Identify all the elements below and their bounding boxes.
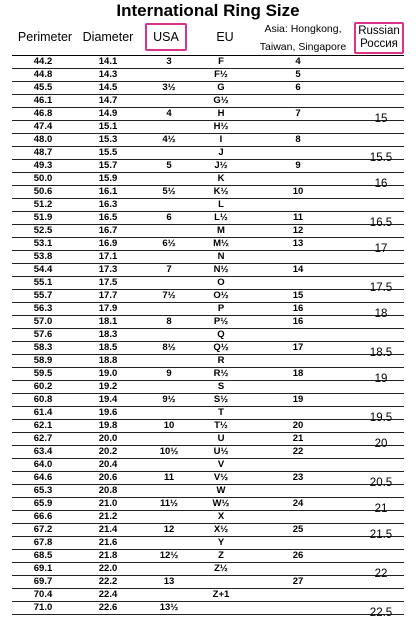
table-row: [12, 82, 404, 95]
cell-perimeter: 53.8: [33, 251, 53, 262]
cell-eu: U½: [213, 446, 229, 457]
header-russian-line2: Россия: [360, 38, 398, 50]
table-row: [12, 368, 404, 385]
cell-russian: 18: [374, 308, 388, 320]
cell-diameter: 18.3: [98, 329, 118, 340]
cell-usa: 4: [166, 108, 172, 119]
cell-eu: F½: [214, 69, 228, 80]
cell-asia: 7: [295, 108, 301, 119]
size-table: [12, 56, 404, 619]
cell-diameter: 17.7: [98, 290, 118, 301]
cell-diameter: 18.8: [98, 355, 118, 366]
cell-usa: 7½: [162, 290, 176, 301]
cell-eu: S: [217, 381, 225, 392]
table-row: [12, 329, 404, 342]
cell-diameter: 17.1: [98, 251, 118, 262]
table-row: [12, 563, 404, 580]
cell-diameter: 15.3: [98, 134, 118, 145]
table-row: [12, 134, 404, 147]
cell-asia: 8: [295, 134, 301, 145]
cell-usa: 6: [166, 212, 172, 223]
table-row: [12, 212, 404, 229]
table-row: [12, 147, 404, 164]
cell-diameter: 21.6: [98, 537, 118, 548]
cell-asia: 24: [292, 498, 304, 509]
cell-eu: Q½: [213, 342, 229, 353]
cell-perimeter: 54.4: [33, 264, 53, 275]
cell-eu: V: [217, 459, 225, 470]
cell-perimeter: 67.2: [33, 524, 53, 535]
cell-eu: P: [217, 303, 225, 314]
table-row: [12, 550, 404, 563]
cell-diameter: 16.9: [98, 238, 118, 249]
cell-eu: Z½: [214, 563, 228, 574]
cell-eu: R: [217, 355, 225, 366]
cell-eu: T½: [214, 420, 228, 431]
cell-diameter: 15.1: [98, 121, 118, 132]
cell-russian: 21: [374, 503, 388, 515]
cell-diameter: 21.0: [98, 498, 118, 509]
table-row: [12, 485, 404, 498]
cell-asia: 11: [292, 212, 304, 223]
cell-perimeter: 67.8: [33, 537, 53, 548]
cell-eu: G: [217, 82, 225, 93]
cell-russian: 18.5: [369, 347, 393, 359]
table-row: [12, 381, 404, 394]
cell-perimeter: 61.4: [33, 407, 53, 418]
cell-eu: G½: [213, 95, 229, 106]
cell-usa: 3½: [162, 82, 176, 93]
cell-diameter: 19.0: [98, 368, 118, 379]
table-row: [12, 433, 404, 450]
cell-usa: 5½: [162, 186, 176, 197]
cell-diameter: 21.4: [98, 524, 118, 535]
cell-usa: 13½: [159, 602, 179, 613]
cell-asia: 16: [292, 316, 304, 327]
cell-asia: 22: [292, 446, 304, 457]
cell-perimeter: 49.3: [33, 160, 53, 171]
cell-russian: 15: [374, 113, 388, 125]
cell-asia: 14: [292, 264, 304, 275]
cell-diameter: 21.8: [98, 550, 118, 561]
cell-diameter: 18.1: [98, 316, 118, 327]
cell-diameter: 15.9: [98, 173, 118, 184]
cell-eu: P½: [213, 316, 229, 327]
cell-perimeter: 57.0: [33, 316, 53, 327]
cell-asia: 13: [292, 238, 304, 249]
cell-perimeter: 66.6: [33, 511, 53, 522]
cell-eu: N: [217, 251, 225, 262]
cell-perimeter: 60.2: [33, 381, 53, 392]
table-row: [12, 589, 404, 602]
cell-usa: 12½: [159, 550, 179, 561]
cell-asia: 19: [292, 394, 304, 405]
table-row: [12, 251, 404, 264]
table-row: [12, 602, 404, 619]
cell-eu: J: [218, 147, 224, 158]
cell-asia: 26: [292, 550, 304, 561]
cell-russian: 16.5: [369, 217, 393, 229]
cell-asia: 20: [292, 420, 304, 431]
cell-diameter: 22.0: [98, 563, 118, 574]
cell-diameter: 20.4: [98, 459, 118, 470]
cell-diameter: 16.7: [98, 225, 118, 236]
table-row: [12, 160, 404, 173]
table-row: [12, 290, 404, 303]
cell-russian: 17: [374, 243, 388, 255]
cell-perimeter: 58.9: [33, 355, 53, 366]
cell-eu: R½: [213, 368, 229, 379]
cell-eu: Z: [218, 550, 224, 561]
cell-perimeter: 71.0: [33, 602, 53, 613]
cell-diameter: 15.7: [98, 160, 118, 171]
cell-usa: 8: [166, 316, 172, 327]
cell-perimeter: 55.1: [33, 277, 53, 288]
cell-diameter: 20.2: [98, 446, 118, 457]
cell-perimeter: 65.9: [33, 498, 53, 509]
table-row: [12, 225, 404, 238]
cell-russian: 15.5: [369, 152, 393, 164]
cell-perimeter: 62.1: [33, 420, 53, 431]
cell-usa: 13: [163, 576, 175, 587]
table-row: [12, 303, 404, 320]
cell-usa: 12: [163, 524, 175, 535]
cell-usa: 11: [163, 472, 175, 483]
cell-perimeter: 64.0: [33, 459, 53, 470]
cell-perimeter: 69.7: [33, 576, 53, 587]
cell-asia: 6: [295, 82, 301, 93]
cell-usa: 3: [166, 56, 172, 67]
cell-eu: U: [217, 433, 225, 444]
cell-asia: 17: [292, 342, 304, 353]
cell-russian: 22: [374, 568, 388, 580]
cell-usa: 10: [163, 420, 175, 431]
table-row: [12, 394, 404, 407]
cell-perimeter: 46.8: [33, 108, 53, 119]
table-row: [12, 277, 404, 294]
header-asia-line2: Taiwan, Singapore: [259, 41, 347, 53]
cell-asia: 9: [295, 160, 301, 171]
table-row: [12, 511, 404, 524]
table-row: [12, 498, 404, 515]
cell-russian: 21.5: [369, 529, 393, 541]
header-asia: [255, 22, 351, 54]
table-row: [12, 342, 404, 359]
cell-russian: 17.5: [369, 282, 393, 294]
header-usa-label: USA: [153, 30, 179, 44]
table-row: [12, 121, 404, 134]
cell-usa: 5: [166, 160, 172, 171]
cell-diameter: 14.7: [98, 95, 118, 106]
cell-diameter: 19.2: [98, 381, 118, 392]
table-row: [12, 459, 404, 472]
cell-eu: X: [217, 511, 225, 522]
cell-eu: M½: [213, 238, 229, 249]
cell-asia: 15: [292, 290, 304, 301]
cell-perimeter: 57.6: [33, 329, 53, 340]
cell-eu: L½: [214, 212, 228, 223]
cell-perimeter: 47.4: [33, 121, 53, 132]
cell-diameter: 15.5: [98, 147, 118, 158]
cell-diameter: 14.5: [98, 82, 118, 93]
cell-asia: 10: [292, 186, 304, 197]
cell-perimeter: 52.5: [33, 225, 53, 236]
header-russian-line1: Russian: [358, 25, 400, 37]
header-russian: [354, 22, 404, 54]
table-row: [12, 576, 404, 589]
cell-eu: K½: [213, 186, 229, 197]
cell-usa: 10½: [159, 446, 179, 457]
table-row: [12, 537, 404, 550]
table-row: [12, 264, 404, 277]
cell-diameter: 19.8: [98, 420, 118, 431]
cell-eu: M: [217, 225, 225, 236]
header-usa: [145, 23, 187, 51]
cell-usa: 7: [166, 264, 172, 275]
cell-perimeter: 51.2: [33, 199, 53, 210]
cell-perimeter: 60.8: [33, 394, 53, 405]
header-perimeter: Perimeter: [17, 30, 73, 44]
table-row: [12, 472, 404, 489]
table-row: [12, 420, 404, 433]
cell-diameter: 22.2: [98, 576, 118, 587]
cell-diameter: 18.5: [98, 342, 118, 353]
page-title: International Ring Size: [116, 1, 300, 20]
cell-usa: 8½: [162, 342, 176, 353]
cell-russian: 22.5: [369, 607, 393, 619]
cell-perimeter: 44.8: [33, 69, 53, 80]
cell-russian: 20.5: [369, 477, 393, 489]
cell-eu: F: [218, 56, 224, 67]
cell-diameter: 20.0: [98, 433, 118, 444]
cell-eu: S½: [213, 394, 229, 405]
cell-asia: 21: [292, 433, 304, 444]
cell-diameter: 21.2: [98, 511, 118, 522]
cell-diameter: 17.5: [98, 277, 118, 288]
cell-asia: 18: [292, 368, 304, 379]
cell-asia: 16: [292, 303, 304, 314]
cell-perimeter: 63.4: [33, 446, 53, 457]
cell-perimeter: 56.3: [33, 303, 53, 314]
table-row: [12, 69, 404, 82]
cell-eu: W½: [212, 498, 230, 509]
cell-eu: J½: [214, 160, 228, 171]
cell-eu: V½: [213, 472, 229, 483]
cell-usa: 9½: [162, 394, 176, 405]
cell-perimeter: 55.7: [33, 290, 53, 301]
cell-diameter: 14.3: [98, 69, 118, 80]
table-row: [12, 524, 404, 541]
cell-perimeter: 45.5: [33, 82, 53, 93]
header-diameter: Diameter: [82, 30, 134, 44]
cell-diameter: 14.1: [98, 56, 118, 67]
cell-perimeter: 58.3: [33, 342, 53, 353]
table-row: [12, 95, 404, 108]
cell-perimeter: 51.9: [33, 212, 53, 223]
table-row: [12, 199, 404, 212]
cell-eu: T: [218, 407, 224, 418]
cell-asia: 12: [292, 225, 304, 236]
cell-russian: 20: [374, 438, 388, 450]
cell-russian: 19.5: [369, 412, 393, 424]
cell-perimeter: 62.7: [33, 433, 53, 444]
cell-eu: Q: [217, 329, 225, 340]
table-row: [12, 238, 404, 255]
cell-asia: 25: [292, 524, 304, 535]
header-eu: EU: [216, 30, 234, 44]
cell-usa: 4½: [162, 134, 176, 145]
cell-perimeter: 50.0: [33, 173, 53, 184]
cell-diameter: 14.9: [98, 108, 118, 119]
cell-diameter: 20.8: [98, 485, 118, 496]
cell-asia: 4: [295, 56, 301, 67]
table-row: [12, 186, 404, 199]
table-row: [12, 355, 404, 368]
cell-eu: L: [218, 199, 224, 210]
cell-perimeter: 70.4: [33, 589, 53, 600]
cell-diameter: 19.6: [98, 407, 118, 418]
cell-usa: 11½: [160, 498, 178, 509]
table-row: [12, 108, 404, 125]
table-row: [12, 173, 404, 190]
cell-eu: O: [217, 277, 225, 288]
cell-eu: W: [216, 485, 226, 496]
cell-eu: O½: [213, 290, 229, 301]
cell-usa: 9: [166, 368, 172, 379]
cell-russian: 19: [374, 373, 388, 385]
cell-russian: 16: [374, 178, 388, 190]
cell-perimeter: 44.2: [33, 56, 53, 67]
cell-diameter: 17.3: [98, 264, 118, 275]
cell-asia: 5: [295, 69, 301, 80]
cell-perimeter: 46.1: [33, 95, 53, 106]
table-row: [12, 407, 404, 424]
cell-diameter: 22.6: [98, 602, 118, 613]
cell-perimeter: 65.3: [33, 485, 53, 496]
cell-diameter: 22.4: [98, 589, 118, 600]
cell-diameter: 17.9: [98, 303, 118, 314]
cell-perimeter: 64.6: [33, 472, 53, 483]
cell-eu: K: [217, 173, 225, 184]
cell-diameter: 16.1: [98, 186, 118, 197]
cell-asia: 23: [292, 472, 304, 483]
cell-eu: X½: [213, 524, 229, 535]
cell-diameter: 20.6: [98, 472, 118, 483]
cell-diameter: 16.3: [98, 199, 118, 210]
cell-perimeter: 48.7: [33, 147, 53, 158]
cell-perimeter: 68.5: [33, 550, 53, 561]
cell-eu: Y: [217, 537, 225, 548]
cell-perimeter: 69.1: [33, 563, 53, 574]
cell-perimeter: 48.0: [33, 134, 53, 145]
cell-diameter: 16.5: [98, 212, 118, 223]
cell-asia: 27: [292, 576, 304, 587]
table-row: [12, 56, 404, 69]
cell-eu: Z+1: [212, 589, 230, 600]
cell-eu: H: [217, 108, 225, 119]
cell-usa: 6½: [162, 238, 176, 249]
cell-diameter: 19.4: [98, 394, 118, 405]
table-row: [12, 316, 404, 329]
cell-perimeter: 50.6: [33, 186, 53, 197]
cell-eu: I: [219, 134, 223, 145]
header-asia-line1: Asia: Hongkong,: [264, 23, 342, 35]
cell-perimeter: 53.1: [33, 238, 53, 249]
table-row: [12, 446, 404, 459]
cell-perimeter: 59.5: [33, 368, 53, 379]
cell-eu: H½: [213, 121, 229, 132]
cell-eu: N½: [213, 264, 229, 275]
